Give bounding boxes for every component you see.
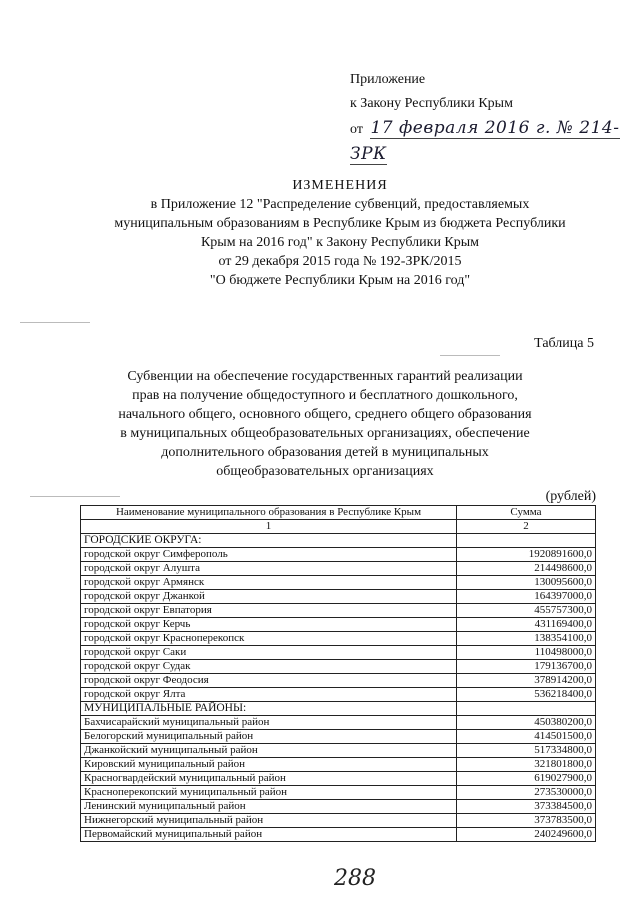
amount-value: 619027900,0 bbox=[457, 772, 596, 786]
section-amount-empty bbox=[457, 702, 596, 716]
table-row bbox=[81, 674, 596, 688]
subvention-table bbox=[80, 505, 596, 842]
subvention-line: прав на получение общедоступного и бесплатного дошкольного, bbox=[132, 388, 518, 403]
municipality-name: Ленинский муниципальный район bbox=[81, 800, 457, 814]
title-line: Крым на 2016 год" к Закону Республики Крым bbox=[200, 235, 480, 250]
section-row bbox=[81, 534, 596, 548]
municipality-name: Бахчисарайский муниципальный район bbox=[81, 716, 457, 730]
table-header-row bbox=[81, 506, 596, 520]
column-number: 1 bbox=[81, 520, 457, 534]
amount-value: 1920891600,0 bbox=[457, 548, 596, 562]
column-number: 2 bbox=[457, 520, 596, 534]
table-row bbox=[81, 730, 596, 744]
table-row bbox=[81, 800, 596, 814]
section-title: МУНИЦИПАЛЬНЫЕ РАЙОНЫ: bbox=[81, 702, 457, 716]
subvention-line: в муниципальных общеобразовательных организациях, обеспечение bbox=[120, 426, 530, 441]
municipality-name: Первомайский муниципальный район bbox=[81, 828, 457, 842]
handwritten-date: 17 февраля 2016 г. № 214-ЗРК bbox=[350, 118, 620, 164]
amount-value: 378914200,0 bbox=[457, 674, 596, 688]
table-row bbox=[81, 632, 596, 646]
municipality-name: городской округ Ялта bbox=[81, 688, 457, 702]
header-amount: Сумма bbox=[457, 506, 596, 520]
table-row bbox=[81, 590, 596, 604]
table-row bbox=[81, 716, 596, 730]
table-number: Таблица 5 bbox=[534, 336, 594, 351]
amount-value: 536218400,0 bbox=[457, 688, 596, 702]
appendix-line-1: Приложение bbox=[350, 72, 426, 87]
municipality-name: городской округ Симферополь bbox=[81, 548, 457, 562]
section-amount-empty bbox=[457, 534, 596, 548]
table-row bbox=[81, 786, 596, 800]
title-heading: ИЗМЕНЕНИЯ bbox=[292, 178, 388, 193]
amount-value: 455757300,0 bbox=[457, 604, 596, 618]
subvention-line: дополнительного образования детей в муниципальных bbox=[161, 445, 489, 460]
municipality-name: Красноперекопский муниципальный район bbox=[81, 786, 457, 800]
appendix-date-prefix: от bbox=[350, 122, 363, 137]
title-line: муниципальным образованиям в Республике Крым из бюджета Республики bbox=[114, 216, 566, 231]
table-row bbox=[81, 576, 596, 590]
page-number: 288 bbox=[334, 866, 376, 891]
table-row bbox=[81, 548, 596, 562]
municipality-name: городской округ Судак bbox=[81, 660, 457, 674]
subvention-title bbox=[70, 367, 580, 481]
amount-value: 414501500,0 bbox=[457, 730, 596, 744]
municipality-name: Красногвардейский муниципальный район bbox=[81, 772, 457, 786]
amount-value: 214498600,0 bbox=[457, 562, 596, 576]
municipality-name: Джанкойский муниципальный район bbox=[81, 744, 457, 758]
table-row bbox=[81, 758, 596, 772]
municipality-name: Белогорский муниципальный район bbox=[81, 730, 457, 744]
title-line: от 29 декабря 2015 года № 192-ЗРК/2015 bbox=[218, 254, 462, 269]
column-number-row bbox=[81, 520, 596, 534]
table-row bbox=[81, 744, 596, 758]
municipality-name: городской округ Феодосия bbox=[81, 674, 457, 688]
table-row bbox=[81, 604, 596, 618]
table-row bbox=[81, 688, 596, 702]
table-row bbox=[81, 660, 596, 674]
table-row bbox=[81, 646, 596, 660]
document-title bbox=[60, 176, 620, 290]
municipality-name: городской округ Армянск bbox=[81, 576, 457, 590]
municipality-name: городской округ Евпатория bbox=[81, 604, 457, 618]
municipality-name: городской округ Красноперекопск bbox=[81, 632, 457, 646]
amount-value: 450380200,0 bbox=[457, 716, 596, 730]
amount-value: 273530000,0 bbox=[457, 786, 596, 800]
appendix-line-3 bbox=[350, 116, 640, 168]
amount-value: 321801800,0 bbox=[457, 758, 596, 772]
amount-value: 164397000,0 bbox=[457, 590, 596, 604]
subvention-line: общеобразовательных организациях bbox=[216, 464, 434, 479]
title-line: "О бюджете Республики Крым на 2016 год" bbox=[209, 273, 471, 288]
municipality-name: городской округ Джанкой bbox=[81, 590, 457, 604]
amount-value: 517334800,0 bbox=[457, 744, 596, 758]
amount-value: 130095600,0 bbox=[457, 576, 596, 590]
municipality-name: Кировский муниципальный район bbox=[81, 758, 457, 772]
municipality-name: городской округ Саки bbox=[81, 646, 457, 660]
amount-value: 240249600,0 bbox=[457, 828, 596, 842]
subvention-line: начального общего, основного общего, среднего общего образования bbox=[118, 407, 532, 422]
section-title: ГОРОДСКИЕ ОКРУГА: bbox=[81, 534, 457, 548]
municipality-name: городской округ Керчь bbox=[81, 618, 457, 632]
table-row bbox=[81, 828, 596, 842]
units-label: (рублей) bbox=[545, 489, 596, 504]
municipality-name: Нижнегорский муниципальный район bbox=[81, 814, 457, 828]
appendix-block bbox=[350, 68, 640, 168]
table-row bbox=[81, 814, 596, 828]
table-row bbox=[81, 772, 596, 786]
municipality-name: городской округ Алушта bbox=[81, 562, 457, 576]
table-row bbox=[81, 562, 596, 576]
title-line: в Приложение 12 "Распределение субвенций, предоставляемых bbox=[150, 197, 530, 212]
appendix-line-2: к Закону Республики Крым bbox=[350, 96, 513, 111]
section-row bbox=[81, 702, 596, 716]
amount-value: 138354100,0 bbox=[457, 632, 596, 646]
amount-value: 179136700,0 bbox=[457, 660, 596, 674]
amount-value: 373384500,0 bbox=[457, 800, 596, 814]
amount-value: 110498000,0 bbox=[457, 646, 596, 660]
amount-value: 431169400,0 bbox=[457, 618, 596, 632]
subvention-line: Субвенции на обеспечение государственных гарантий реализации bbox=[127, 369, 523, 384]
amount-value: 373783500,0 bbox=[457, 814, 596, 828]
header-name: Наименование муниципального образования в Республике Крым bbox=[81, 506, 457, 520]
table-row bbox=[81, 618, 596, 632]
